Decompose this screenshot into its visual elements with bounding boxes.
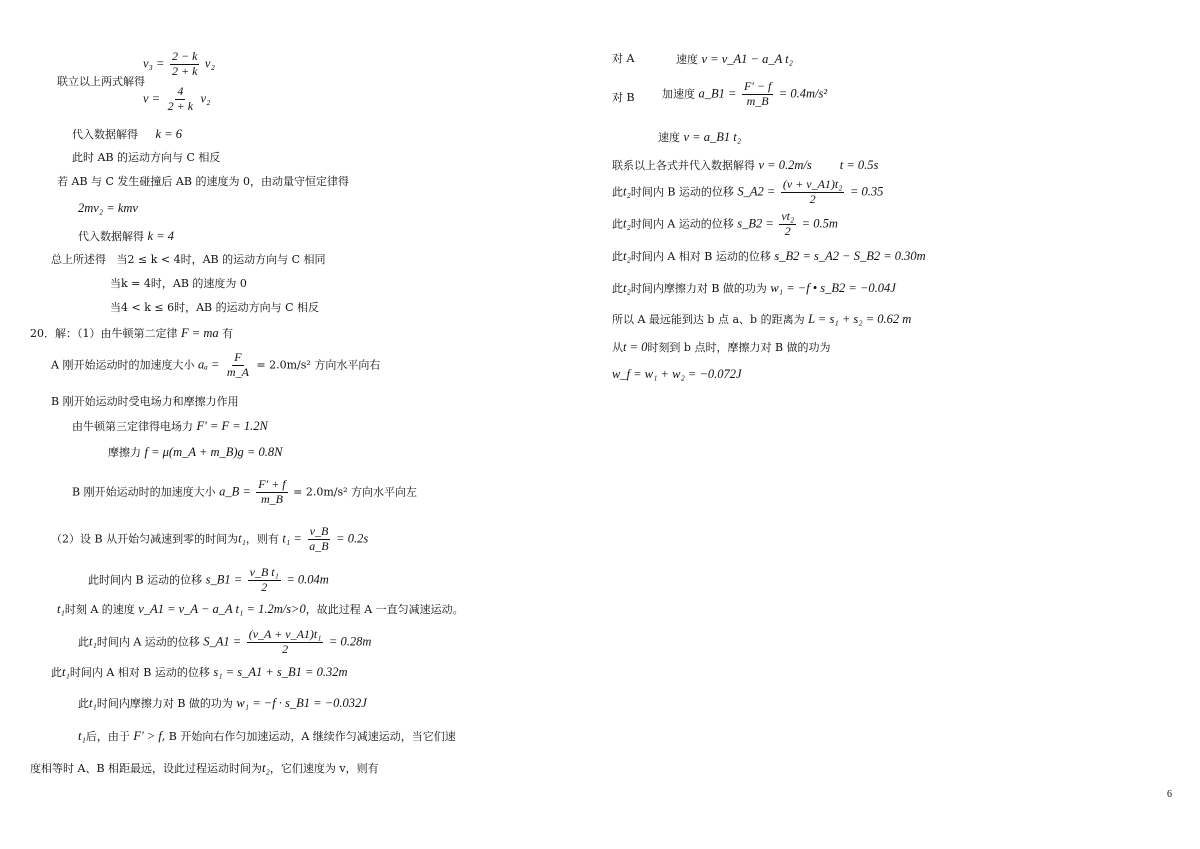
fraction: $\frac{F' + f}{m\_B}$	[258, 477, 286, 506]
fraction: $\frac{\text{(v + v\_A1)t₂}}{2}$	[782, 177, 843, 206]
equation-SA2: 此t₂时间内 B 运动的位移 S_A2 = $\frac{\text{(v + v\_A1)t₂}}{2}$ = 0.35	[612, 177, 884, 206]
equation-sB1: 此时间内 B 运动的位移 s_B1 = $\frac{\text{v\_B t₁}}{2}$ = 0.04m	[88, 565, 329, 594]
equation-t1: （2）设 B 从开始匀减速到零的时间为t₁，则有 t₁ = $\frac{v\_B}{a\_B}$ = 0.2s	[51, 524, 369, 553]
text-line: 由牛顿第三定律得电场力 F' = F = 1.2N	[72, 419, 268, 433]
equation-vA: 速度 v = v_A1 − a_A t₂	[676, 52, 793, 66]
equation-v: v = $\frac{4}{2 + k}$ v₂	[143, 84, 211, 113]
question-20-heading: 20．解：（1）由牛顿第二定律 F = ma 有	[30, 326, 234, 340]
text-line: 对 A	[612, 52, 635, 65]
equation-SA1: 此t₁时间内 A 运动的位移 S_A1 = $\frac{\text{(v\_A + v\_A1)t₁}}{2}$ = 0.28m	[78, 627, 372, 656]
equation-vA1: t₁时刻 A 的速度 v_A1 = v_A − a_A t₁ = 1.2m/s>0，故此过程 A 一直匀减速运动。	[57, 602, 464, 616]
page-number: 6	[1167, 789, 1172, 800]
text-line: 代入数据解得 k = 4	[78, 229, 174, 243]
text-line: 代入数据解得 k = 6	[72, 127, 182, 141]
fraction: $\frac{2 - k}{2 + k}$	[171, 49, 198, 78]
equation-L: 所以 A 最远能到达 b 点 a、b 的距离为 L = s₁ + s₂ = 0.62 m	[612, 312, 912, 326]
text-line: 当4 < k ≤ 6时，AB 的运动方向与 C 相反	[110, 301, 320, 314]
text-line: 总上所述得 当2 ≤ k < 4时，AB 的运动方向与 C 相同	[51, 253, 326, 266]
equation-wf: w_f = w₁ + w₂ = −0.072J	[612, 367, 742, 381]
equation-aA: A 刚开始运动时的加速度大小 aₐ = $\frac{F}{m\_A}$ = 2.0m/s² 方向水平向右	[51, 350, 381, 379]
fraction: $\frac{v\_B}{a\_B}$	[309, 524, 329, 553]
text-line: B 刚开始运动时受电场力和摩擦力作用	[51, 395, 239, 408]
fraction: $\frac{4}{2 + k}$	[167, 84, 194, 113]
text-line: 对 B	[612, 91, 635, 104]
equation-v3: v₃ = $\frac{2 - k}{2 + k}$ v₂	[143, 49, 215, 78]
equation-aB: B 刚开始运动时的加速度大小 a_B = $\frac{F' + f}{m\_B}$ = 2.0m/s² 方向水平向左	[72, 477, 418, 506]
equation-sB2: 此t₂时间内 A 运动的位移 s_B2 = $\frac{\text{vt₂}}{2}$ = 0.5m	[612, 209, 838, 238]
fraction: $\frac{\text{vt₂}}{2}$	[781, 209, 795, 238]
equation-aB1: 加速度 a_B1 = $\frac{F' - f}{m\_B}$ = 0.4m/s²	[662, 79, 828, 108]
text-line: 此时 AB 的运动方向与 C 相反	[72, 151, 221, 164]
equation-relative-displacement: 此t₂时间内 A 相对 B 运动的位移 s_B2 = s_A2 − S_B2 = 0.30m	[612, 249, 926, 263]
text-line: 联系以上各式并代入数据解得 v = 0.2m/s t = 0.5s	[612, 158, 879, 172]
fraction: $\frac{\text{(v\_A + v\_A1)t₁}}{2}$	[248, 627, 322, 656]
fraction: $\frac{\text{v\_B t₁}}{2}$	[249, 565, 279, 594]
equation-w2: 此t₂时间内摩擦力对 B 做的功为 w₁ = −f • s_B2 = −0.04J	[612, 281, 896, 295]
equation-vB: 速度 v = a_B1 t₂	[658, 130, 742, 144]
text-line: t₁后，由于 F' > f, B 开始向右作匀加速运动，A 继续作匀减速运动，当它们速	[78, 729, 456, 743]
text-line: 从t = 0时刻到 b 点时，摩擦力对 B 做的功为	[612, 340, 831, 354]
text-line: 当k = 4时，AB 的速度为 0	[110, 277, 247, 290]
text-line: 摩擦力 f = μ(m_A + m_B)g = 0.8N	[108, 445, 283, 459]
equation-s1: 此t₁时间内 A 相对 B 运动的位移 s₁ = s_A1 + s_B1 = 0.32m	[51, 665, 348, 679]
equation-w1: 此t₁时间内摩擦力对 B 做的功为 w₁ = −f · s_B1 = −0.032J	[78, 696, 367, 710]
fraction: $\frac{F' - f}{m\_B}$	[743, 79, 772, 108]
text-line: 度相等时 A、B 相距最远，设此过程运动时间为t₂，它们速度为 v，则有	[30, 761, 379, 775]
fraction: $\frac{F}{m\_A}$	[226, 350, 249, 379]
text-line: 若 AB 与 C 发生碰撞后 AB 的速度为 0，由动量守恒定律得	[57, 175, 349, 188]
text-line: 联立以上两式解得	[57, 75, 145, 88]
equation-momentum: 2mv₂ = kmv	[78, 201, 138, 215]
